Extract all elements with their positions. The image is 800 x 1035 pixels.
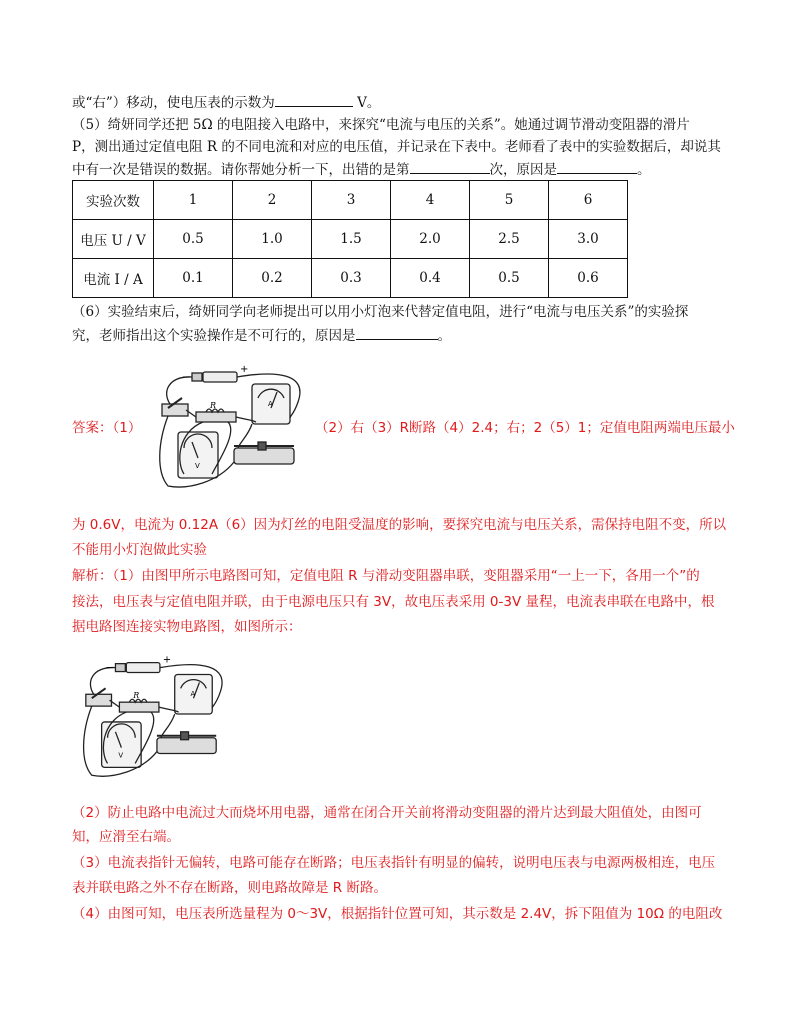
table-header-row [73,181,628,220]
table-header-cell: 2 [233,181,312,220]
table-cell: 0.5 [470,259,549,298]
analysis-part-2-line-1: （2）防止电路中电流过大而烧坏用电器，通常在闭合开关前将滑动变阻器的滑片达到最大阻值处，由图可 [72,805,702,821]
ammeter-label: A [268,400,273,408]
analysis-part-2-line-2: 知，应滑至右端。 [72,829,180,845]
battery-minus-label: − [182,372,191,383]
question-line-1 [72,92,380,113]
text-segment: V。 [357,95,381,111]
table-row [73,220,628,259]
ammeter-label: A [190,690,196,699]
voltmeter-label: V [118,751,124,760]
text-segment: 次，原因是 [489,162,557,178]
table-header-cell: 5 [470,181,549,220]
text-segment: 究，老师指出这个实验操作是不可行的，原因是 [72,328,356,344]
text-segment: 。 [637,162,651,178]
table-row-label: 电流 I / A [73,259,154,298]
table-row-label: 电压 U / V [73,220,154,259]
table-header-cell: 4 [391,181,470,220]
answer-blank [410,159,490,174]
analysis-line-1: 解析：（1）由图甲所示电路图可知，定值电阻 R 与滑动变阻器串联，变阻器采用“一上一下，各用一个”的 [72,568,700,584]
question-5-line-2: P，测出通过定值电阻 R 的不同电流和对应的电压值，并记录在下表中。老师看了表中的实验数据后，却说其 [72,139,721,155]
answer-line-2: 为 0.6V，电流为 0.12A（6）因为灯丝的电阻受温度的影响，要探究电流与电压关系，需保持电阻不变，所以 [72,517,727,533]
resistor-label: R [133,691,140,701]
table-cell: 1.0 [233,220,312,259]
table-cell: 2.5 [470,220,549,259]
table-cell: 0.4 [391,259,470,298]
battery-plus-label: + [162,654,172,666]
analysis-part-3-line-1: （3）电流表指针无偏转，电路可能存在断路；电压表指针有明显的偏转，说明电压表与电源两极相连，电压 [72,855,716,871]
answer-blank [275,92,353,107]
analysis-part-4-line-1: （4）由图可知，电压表所选量程为 0～3V，根据指针位置可知，其示数是 2.4V，拆下阻值为 10Ω 的电阻改 [72,906,723,922]
table-cell: 0.1 [154,259,233,298]
table-cell: 2.0 [391,220,470,259]
circuit-figure-analysis [72,652,232,780]
voltmeter-label: V [195,462,200,470]
table-cell: 0.5 [154,220,233,259]
circuit-figure-answer [148,362,310,490]
analysis-part-3-line-2: 表并联电路之外不存在断路，则电路故障是 R 断路。 [72,880,387,896]
question-6-line-2 [72,325,451,346]
table-cell: 0.2 [233,259,312,298]
table-cell: 0.3 [312,259,391,298]
circuit-diagram [148,362,310,490]
analysis-line-2: 接法，电压表与定值电阻并联，由于电源电压只有 3V，故电压表采用 0-3V 量程，电流表串联在电路中，根 [72,594,715,610]
text-segment: 中有一次是错误的数据。请你帮她分析一下，出错的是第 [72,162,410,178]
answer-continued: （2）右（3）R断路（4）2.4；右；2（5）1；定值电阻两端电压最小 [315,420,735,436]
table-header-label: 实验次数 [73,181,154,220]
table-row [73,259,628,298]
table-header-cell: 6 [549,181,628,220]
question-5-line-3 [72,159,651,180]
resistor-label: R [210,401,217,410]
circuit-diagram [72,652,232,780]
question-6-line-1: （6）实验结束后，绮妍同学向老师提出可以用小灯泡来代替定值电阻，进行“电流与电压关系”的实验探 [72,304,689,320]
battery-minus-label: − [105,662,114,674]
table-header-cell: 3 [312,181,391,220]
answer-label: 答案：（1） [72,420,142,436]
table-cell: 1.5 [312,220,391,259]
question-5-line-1: （5）绮妍同学还把 5Ω 的电阻接入电路中，来探究“电流与电压的关系”。她通过调节滑动变阻器的滑片 [72,117,690,133]
battery-plus-label: + [240,364,249,375]
text-segment: 或“右”）移动，使电压表的示数为 [72,95,275,111]
text-segment: 。 [437,328,451,344]
table-header-cell: 1 [154,181,233,220]
table-cell: 3.0 [549,220,628,259]
answer-blank [356,325,438,340]
analysis-line-3: 据电路图连接实物电路图，如图所示： [72,619,302,635]
answer-line-3: 不能用小灯泡做此实验 [72,542,207,558]
answer-blank [557,159,637,174]
data-table [72,180,628,298]
table-cell: 0.6 [549,259,628,298]
